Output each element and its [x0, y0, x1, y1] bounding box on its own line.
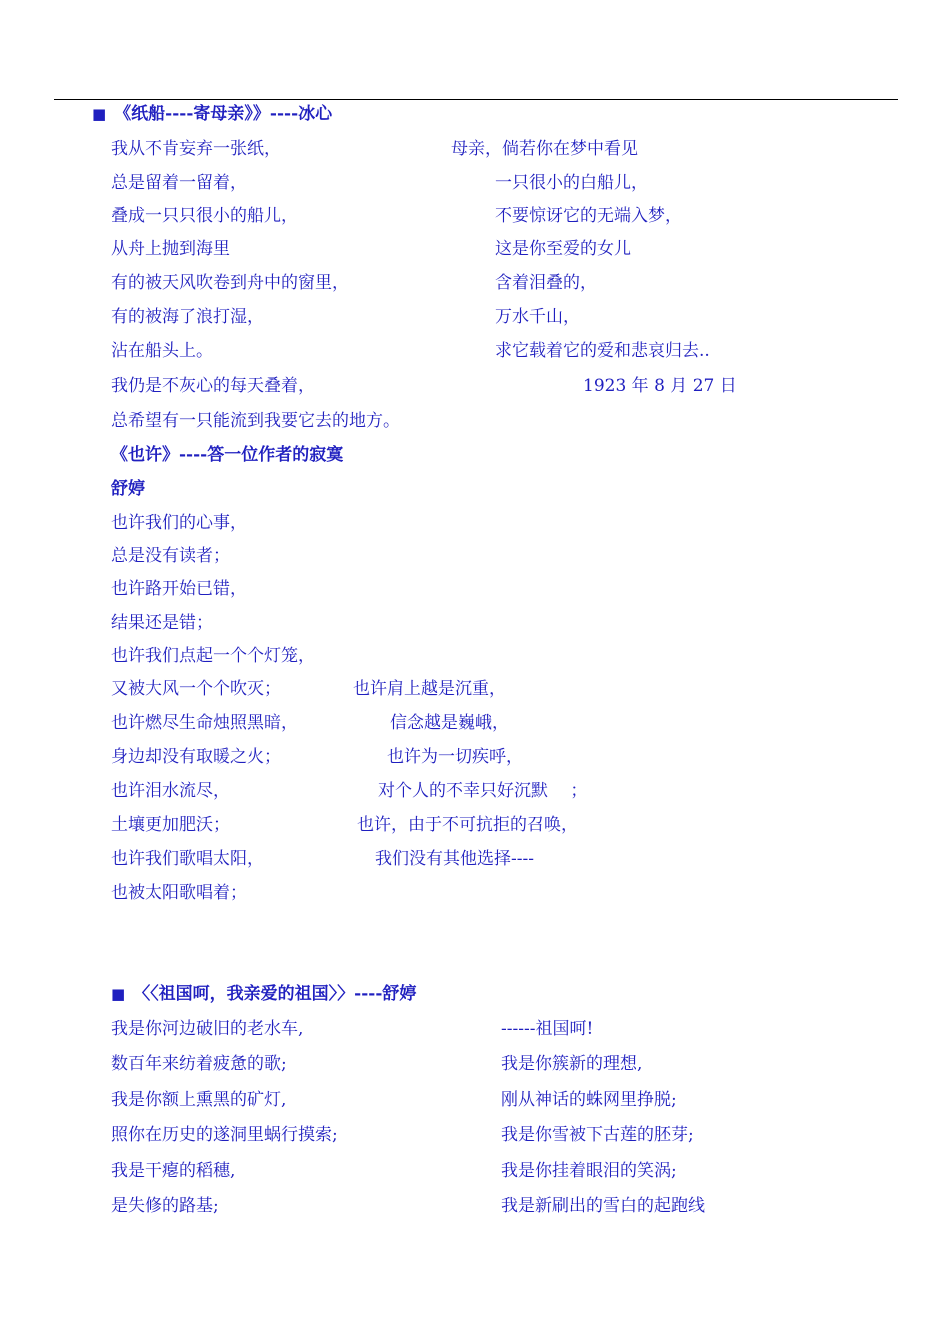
poem3-title: ■ 〈〈祖国呵，我亲爱的祖国〉〉----舒婷	[111, 984, 417, 1004]
poem1-right-line: 这是你至爱的女儿	[495, 239, 631, 259]
poem1-right-line: 求它载着它的爱和悲哀归去..	[495, 341, 710, 361]
poem1-left-line: 我从不肯妄弃一张纸，	[111, 139, 281, 159]
poem3-left-line: 照你在历史的遂洞里蜗行摸索;	[111, 1125, 338, 1145]
header-rule	[54, 99, 898, 100]
poem2-left-line: 又被大风一个个吹灭；	[111, 679, 281, 699]
poem1-left-line: 有的被海了浪打湿，	[111, 307, 264, 327]
poem1-right-line: 一只很小的白船儿，	[495, 173, 648, 193]
poem2-left-line: 身边却没有取暖之火；	[111, 747, 281, 767]
poem1-left-line: 总希望有一只能流到我要它去的地方。	[111, 411, 400, 431]
poem3-left-line: 我是你额上熏黑的矿灯,	[111, 1090, 287, 1110]
poem2-left-line: 也许燃尽生命烛照黑暗，	[111, 713, 298, 733]
poem2-left-line: 也许泪水流尽，	[111, 781, 230, 801]
poem1-right-line: 含着泪叠的，	[495, 273, 597, 293]
poem2-right-line: 对个人的不幸只好沉默 ；	[378, 781, 588, 801]
poem1-left-line: 从舟上抛到海里	[111, 239, 230, 259]
poem1-date: 1923 年 8 月 27 日	[583, 376, 737, 396]
poem1-title: ■ 《纸船----寄母亲》》----冰心	[92, 104, 333, 124]
poem1-right-line: 不要惊讶它的无端入梦，	[495, 206, 682, 226]
poem2-right-line: 我们没有其他选择----	[375, 849, 534, 869]
poem1-left-line: 我仍是不灰心的每天叠着，	[111, 376, 315, 396]
poem3-left-line: 我是你河边破旧的老水车,	[111, 1019, 304, 1039]
poem2-right-line: 也许肩上越是沉重，	[353, 679, 506, 699]
poem3-left-line: 是失修的路基;	[111, 1196, 219, 1216]
poem2-title: 《也许》----答一位作者的寂寞	[111, 445, 344, 465]
poem2-left-line: 也被太阳歌唱着；	[111, 883, 247, 903]
poem1-left-line: 有的被天风吹卷到舟中的窗里，	[111, 273, 349, 293]
poem3-right-line: 我是新刷出的雪白的起跑线	[501, 1196, 705, 1216]
poem2-author: 舒婷	[111, 479, 145, 499]
poem2-left-line: 土壤更加肥沃；	[111, 815, 230, 835]
poem2-left-line: 也许我们歌唱太阳，	[111, 849, 264, 869]
poem3-right-line: 我是你挂着眼泪的笑涡;	[501, 1161, 677, 1181]
poem2-left-line: 也许我们点起一个个灯笼，	[111, 646, 315, 666]
poem2-right-line: 也许，由于不可抗拒的召唤，	[357, 815, 578, 835]
poem2-left-line: 总是没有读者；	[111, 546, 230, 566]
poem1-left-line: 叠成一只只很小的船儿，	[111, 206, 298, 226]
poem2-left-line: 也许我们的心事，	[111, 513, 247, 533]
poem2-right-line: 也许为一切疾呼，	[387, 747, 523, 767]
poem2-right-line: 信念越是巍峨，	[390, 713, 509, 733]
bullet-icon: ■	[111, 985, 126, 1003]
poem3-right-line: ------祖国呵!	[501, 1019, 594, 1039]
poem3-right-line: 刚从神话的蛛网里挣脱;	[501, 1090, 677, 1110]
poem1-left-line: 沾在船头上。	[111, 341, 213, 361]
poem2-left-line: 结果还是错；	[111, 613, 213, 633]
poem3-right-line: 我是你簇新的理想,	[501, 1054, 643, 1074]
poem3-right-line: 我是你雪被下古莲的胚芽;	[501, 1125, 694, 1145]
poem1-left-line: 总是留着一留着，	[111, 173, 247, 193]
poem1-right-line: 母亲，倘若你在梦中看见	[451, 139, 638, 159]
poem3-left-line: 数百年来纺着疲惫的歌;	[111, 1054, 287, 1074]
poem2-left-line: 也许路开始已错，	[111, 579, 247, 599]
poem3-left-line: 我是干瘪的稻穗,	[111, 1161, 236, 1181]
poem1-right-line: 万水千山，	[495, 307, 580, 327]
bullet-icon: ■	[92, 105, 107, 123]
